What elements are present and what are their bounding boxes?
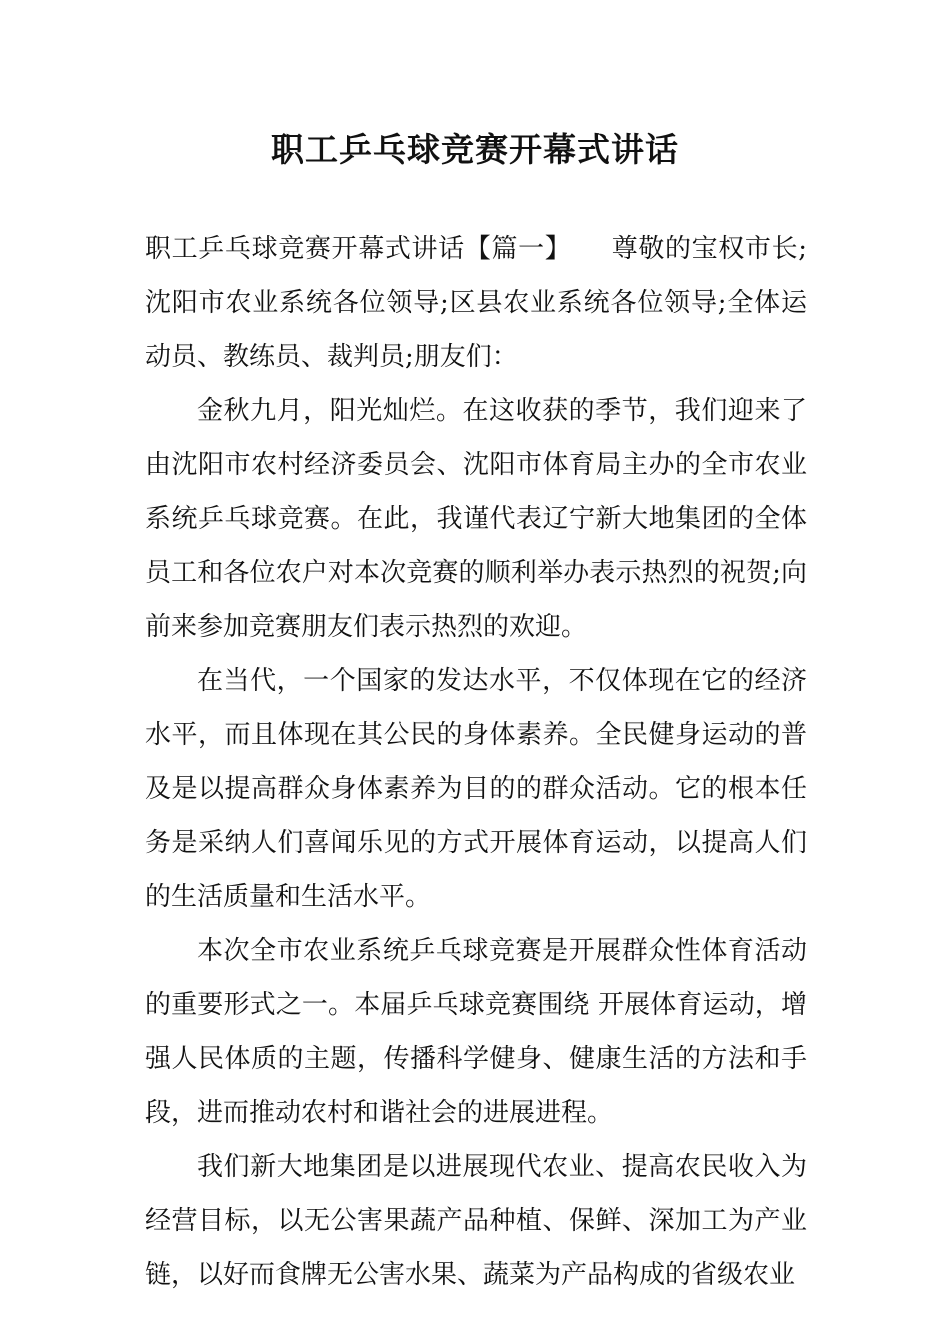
paragraph-salutation: 职工乒乓球竞赛开幕式讲话【篇一】 尊敬的宝权市长;沈阳市农业系统各位领导;区县农业系统各位领导;全体运动员、教练员、裁判员;朋友们： [145,234,807,372]
paragraph-company: 我们新大地集团是以进展现代农业、提高农民收入为经营目标，以无公害果蔬产品种植、保鲜、深加工为产业链，以好而食牌无公害水果、蔬菜为产品构成的省级农业 [145,1152,807,1290]
paragraph-competition: 本次全市农业系统乒乓球竞赛是开展群众性体育活动的重要形式之一。本届乒乓球竞赛围绕 开展体育运动，增强人民体质的主题，传播科学健身、健康生活的方法和手段，进而推动农村和谐社会的进展进程。 [145,936,807,1128]
paragraph-fitness: 在当代，一个国家的发达水平，不仅体现在它的经济水平，而且体现在其公民的身体素养。全民健身运动的普及是以提高群众身体素养为目的的群众活动。它的根本任务是采纳人们喜闻乐见的方式开展体育运动，以提高人们的生活质量和生活水平。 [145,666,807,912]
document-body [145,222,807,1302]
page-title: 职工乒乓球竞赛开幕式讲话 [271,130,679,169]
paragraph-opening: 金秋九月，阳光灿烂。在这收获的季节，我们迎来了由沈阳市农村经济委员会、沈阳市体育局主办的全市农业系统乒乓球竞赛。在此，我谨代表辽宁新大地集团的全体员工和各位农户对本次竞赛的顺利举办表示热烈的祝贺;向前来参加竞赛朋友们表示热烈的欢迎。 [145,396,807,642]
